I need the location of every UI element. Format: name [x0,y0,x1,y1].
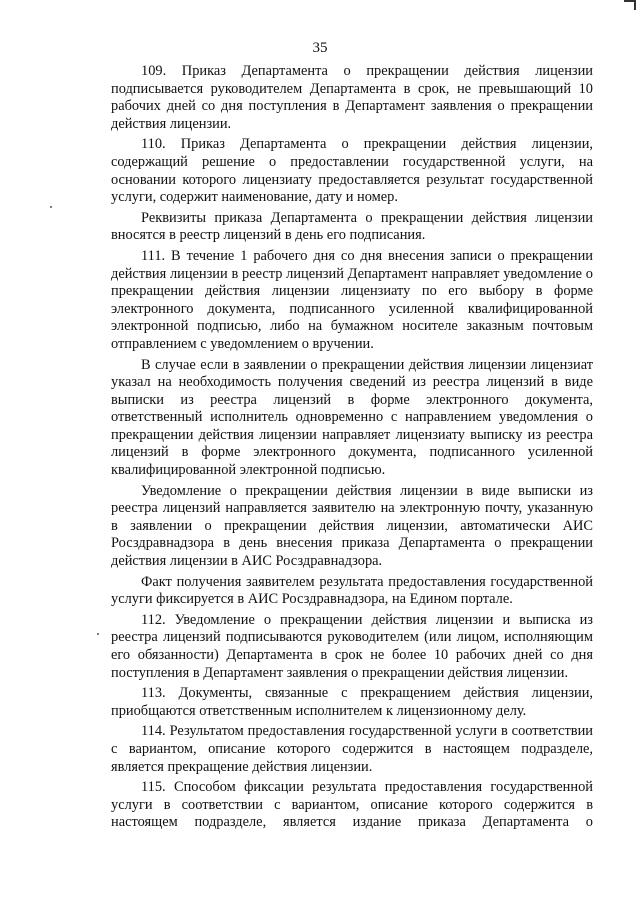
paragraph-114: 114. Результатом предоставления государственной услуги в соответствии с вариантом, описание которого содержится в настоящем подразделе, является прекращение действия лицензии. [111,723,593,775]
paragraph-extract-case: В случае если в заявлении о прекращении действия лицензии лицензиат указал на необходимость получения сведений из реестра лицензий в виде выписки из реестра лицензий в форме электронного документа, ответственный исполнитель одновременно с направлением уведомления о прекращении действия лицензии направляет лицензиату выписку из реестра лицензий в форме электронного документа, подписанного усиленной квалифицированной электронной подписью. [111,356,593,479]
paragraph-110: 110. Приказ Департамента о прекращении действия лицензии, содержащий решение о предоставлении государственной услуги, на основании которого лицензиату предоставляется результат государственной услуги, содержит наименование, дату и номер. [111,136,593,206]
page-number: 35 [312,40,328,56]
scan-corner-mark [624,0,636,10]
paragraph-notification-email: Уведомление о прекращении действия лицензии в виде выписки из реестра лицензий направляется заявителю на электронную почту, указанную в заявлении о прекращении действия лицензии, автоматически АИС Росздравнадзора в день внесения приказа Департамента о прекращении действия лицензии в АИС Росздравнадзора. [111,482,593,570]
paragraph-requisites: Реквизиты приказа Департамента о прекращении действия лицензии вносятся в реестр лицензий в день его подписания. [111,209,593,244]
paragraph-111: 111. В течение 1 рабочего дня со дня внесения записи о прекращении действия лицензии в реестр лицензий Департамент направляет уведомление о прекращении действия лицензии лицензиату по его выбору в форме электронного документа, подписанного усиленной квалифицированной электронной подписью, либо на бумажном носителе заказным почтовым отправлением с уведомлением о вручении. [111,247,593,352]
paragraph-109: 109. Приказ Департамента о прекращении действия лицензии подписывается руководителем Департамента в срок, не превышающий 10 рабочих дней со дня поступления в Департамент заявления о прекращении действия лицензии. [111,63,593,132]
paragraph-112: 112. Уведомление о прекращении действия лицензии и выписка из реестра лицензий подписываются руководителем (или лицом, исполняющим его обязанности) Департамента в срок не более 10 рабочих дней со дня поступления в Департамент заявления о прекращении действия лицензии. [111,611,593,681]
scan-speck [97,633,99,635]
scan-speck [50,206,52,208]
paragraph-receipt-fact: Факт получения заявителем результата предоставления государственной услуги фиксируется в АИС Росздравнадзора, на Едином портале. [111,573,593,608]
paragraph-115: 115. Способом фиксации результата предоставления государственной услуги в соответствии с вариантом, описание которого содержится в настоящем подразделе, является издание приказа Департамента о [111,779,593,831]
body-text [111,63,593,832]
paragraph-113: 113. Документы, связанные с прекращением действия лицензии, приобщаются ответственным исполнителем к лицензионному делу. [111,685,593,719]
